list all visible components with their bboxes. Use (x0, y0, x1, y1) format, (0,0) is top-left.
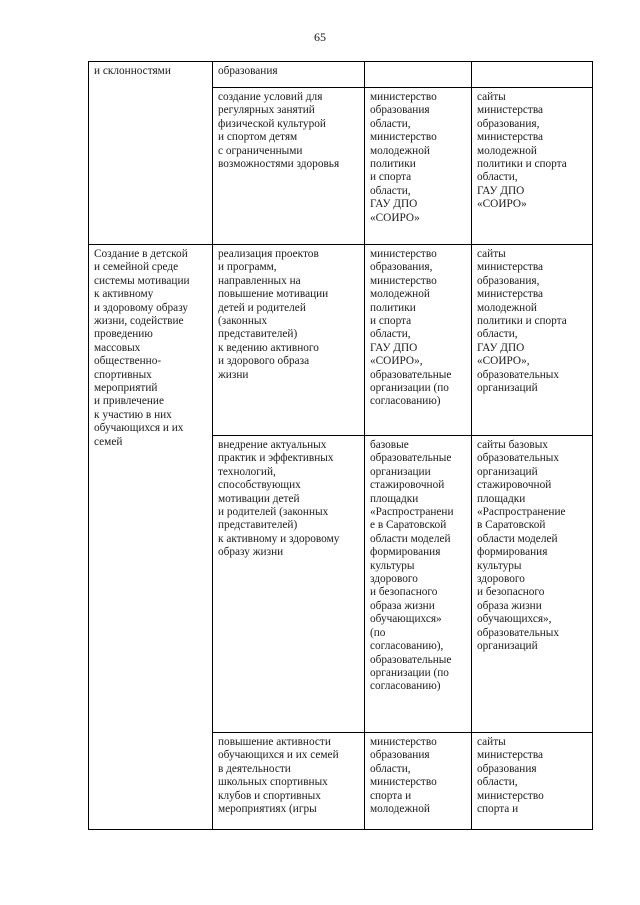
measure-cell: повышение активности обучающихся и их семей в деятельности школьных спортивных клубов и спортивных мероприятиях (игры (213, 733, 365, 830)
responsible-cell: базовые образовательные организации стажировочной площадки «Распространени е в Саратовской области моделей формирования культуры здорового и безопасного образа жизни обучающихся» (по согласованию), образовательные организации (по согласованию) (365, 436, 472, 733)
measure-cell: образования (213, 62, 365, 88)
responsible-cell: министерство образования, министерство молодежной политики и спорта области, ГАУ ДПО «СОИРО», образовательные организации (по согласованию) (365, 245, 472, 436)
task-cell: Создание в детской и семейной среде системы мотивации к активному и здоровому образу жизни, содействие проведению массовых общественно- спортивных мероприятий и привлечение к участию в них обучающихся и их семей (89, 245, 213, 830)
info-source-cell (472, 62, 593, 88)
measure-cell: внедрение актуальных практик и эффективных технологий, способствующих мотивации детей и родителей (законных представителей) к активному и здоровому образу жизни (213, 436, 365, 733)
page-number: 65 (314, 30, 326, 44)
info-source-cell: сайты министерства образования, министерства молодежной политики и спорта области, ГАУ ДПО «СОИРО» (472, 88, 593, 245)
responsible-cell (365, 62, 472, 88)
info-source-cell: сайты базовых образовательных организаций стажировочной площадки «Распространение в Саратовской области моделей формирования культуры здорового и безопасного образа жизни обучающихся», образовательных организаций (472, 436, 593, 733)
table-row (89, 245, 593, 436)
measures-table (88, 61, 593, 830)
responsible-cell: министерство образования области, министерство молодежной политики и спорта области, ГАУ ДПО «СОИРО» (365, 88, 472, 245)
info-source-cell: сайты министерства образования, министерства молодежной политики и спорта области, ГАУ ДПО «СОИРО», образовательных организаций (472, 245, 593, 436)
task-cell: и склонностями (89, 62, 213, 245)
table-row (89, 62, 593, 88)
measure-cell: создание условий для регулярных занятий физической культурой и спортом детям с ограниченными возможностями здоровья (213, 88, 365, 245)
responsible-cell: министерство образования области, министерство спорта и молодежной (365, 733, 472, 830)
measure-cell: реализация проектов и программ, направленных на повышение мотивации детей и родителей (законных представителей) к ведению активного и здорового образа жизни (213, 245, 365, 436)
info-source-cell: сайты министерства образования области, министерство спорта и (472, 733, 593, 830)
